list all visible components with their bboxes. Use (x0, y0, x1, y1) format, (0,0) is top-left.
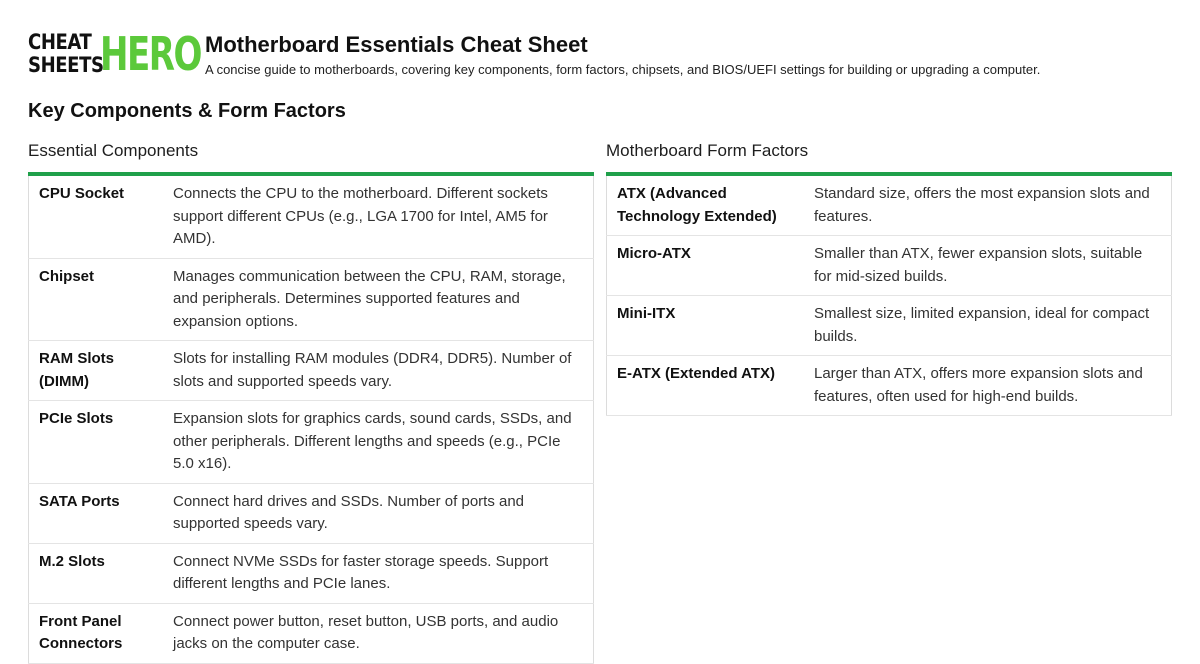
row-term: Chipset (29, 258, 164, 341)
form-factors-card (606, 140, 1172, 416)
cheatsheets-hero-logo[interactable] (28, 27, 201, 81)
row-description: Manages communication between the CPU, RAM, storage, and peripherals. Determines supported features and expansion options. (163, 258, 594, 341)
row-description: Slots for installing RAM modules (DDR4, DDR5). Number of slots and supported speeds vary. (163, 341, 594, 401)
table-row (29, 258, 594, 341)
logo-cheat-text: CHEAT (28, 30, 92, 54)
row-term: M.2 Slots (29, 543, 164, 603)
card-title: Motherboard Form Factors (606, 141, 809, 160)
page-title: Motherboard Essentials Cheat Sheet (205, 32, 588, 57)
table-row (29, 341, 594, 401)
row-description: Standard size, offers the most expansion slots and features. (804, 176, 1172, 236)
essential-components-card (28, 140, 594, 664)
row-term: RAM Slots (DIMM) (29, 341, 164, 401)
row-term: SATA Ports (29, 483, 164, 543)
row-term: Front Panel Connectors (29, 603, 164, 663)
logo-hero-text: HERO (100, 27, 201, 81)
row-term: ATX (Advanced Technology Extended) (607, 176, 805, 236)
row-term: Micro-ATX (607, 236, 805, 296)
page-header (28, 27, 1180, 81)
table-row (607, 236, 1172, 296)
row-term: PCIe Slots (29, 401, 164, 484)
table-row (29, 176, 594, 258)
table-row (29, 483, 594, 543)
table-row (29, 543, 594, 603)
row-description: Connects the CPU to the motherboard. Different sockets support different CPUs (e.g., LGA 1700 for Intel, AM5 for AMD). (163, 176, 594, 258)
row-term: E-ATX (Extended ATX) (607, 356, 805, 416)
table-row (29, 401, 594, 484)
table-row (607, 356, 1172, 416)
row-description: Smaller than ATX, fewer expansion slots, suitable for mid-sized builds. (804, 236, 1172, 296)
row-term: Mini-ITX (607, 296, 805, 356)
row-description: Smallest size, limited expansion, ideal for compact builds. (804, 296, 1172, 356)
components-table (28, 176, 594, 664)
page-subtitle: A concise guide to motherboards, covering key components, form factors, chipsets, and BIOS/UEFI settings for building or upgrading a computer. (205, 62, 1041, 77)
form-factors-table (606, 176, 1172, 416)
table-row (29, 603, 594, 663)
section-heading: Key Components & Form Factors (28, 100, 346, 122)
table-row (607, 176, 1172, 236)
table-row (607, 296, 1172, 356)
row-term: CPU Socket (29, 176, 164, 258)
logo-sheets-text: SHEETS (28, 53, 104, 77)
row-description: Connect hard drives and SSDs. Number of ports and supported speeds vary. (163, 483, 594, 543)
row-description: Connect power button, reset button, USB ports, and audio jacks on the computer case. (163, 603, 594, 663)
row-description: Expansion slots for graphics cards, sound cards, SSDs, and other peripherals. Different lengths and speeds (e.g., PCIe 5.0 x16). (163, 401, 594, 484)
card-title: Essential Components (28, 141, 199, 160)
row-description: Larger than ATX, offers more expansion slots and features, often used for high-end builds. (804, 356, 1172, 416)
row-description: Connect NVMe SSDs for faster storage speeds. Support different lengths and PCIe lanes. (163, 543, 594, 603)
